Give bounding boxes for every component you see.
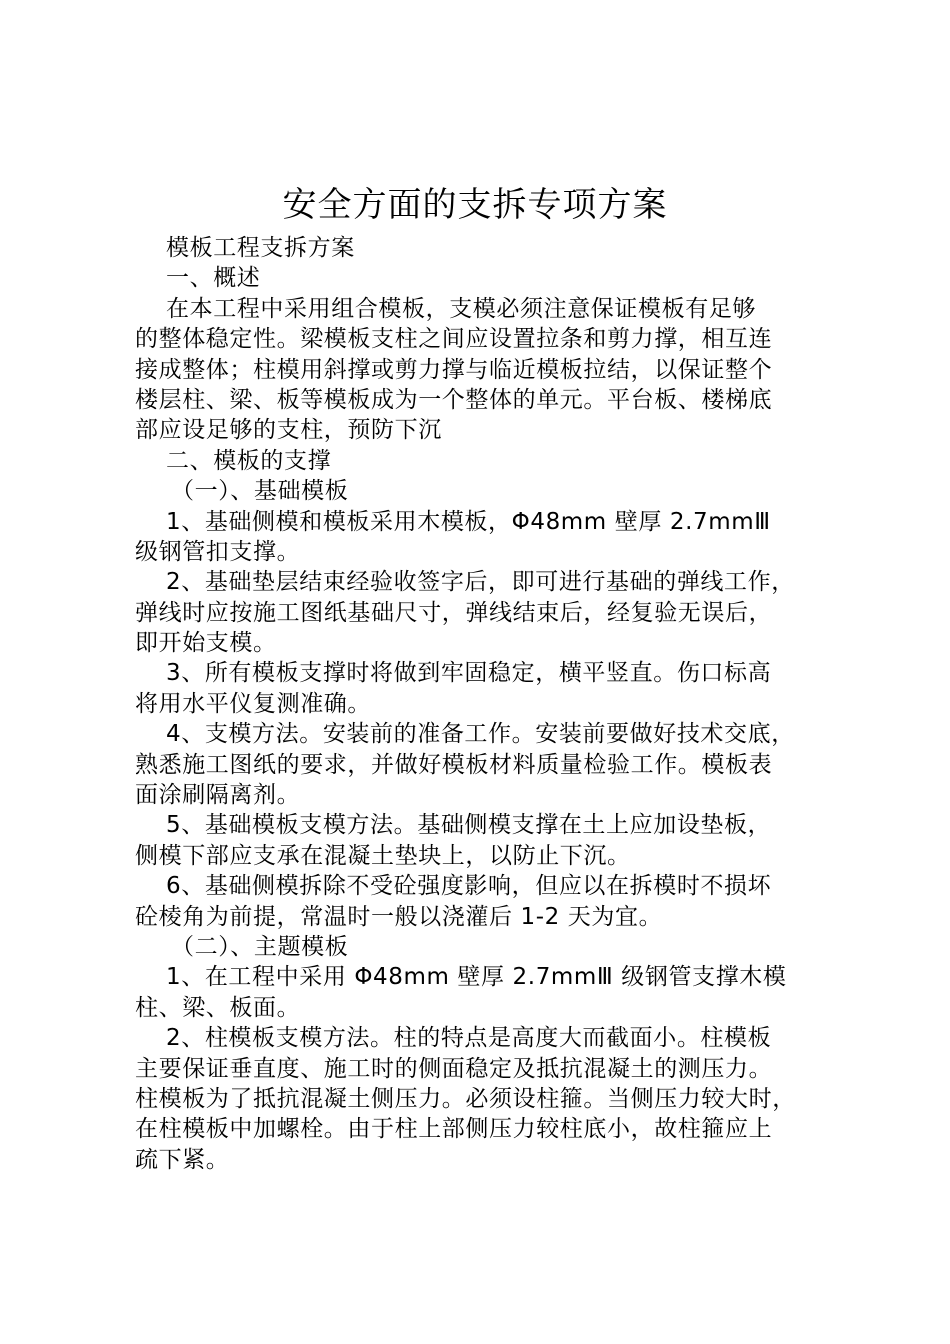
document-title: 安全方面的支拆专项方案: [282, 185, 668, 225]
document-body: [135, 233, 825, 1175]
section-heading: 二、模板的支撑: [166, 447, 332, 474]
paragraph-line: 柱模板为了抵抗混凝土侧压力。必须设柱箍。当侧压力较大时，: [135, 1085, 796, 1112]
paragraph-line: 在柱模板中加螺栓。由于柱上部侧压力较柱底小，故柱箍应上: [135, 1116, 773, 1143]
paragraph-line: 熟悉施工图纸的要求，并做好模板材料质量检验工作。模板表: [135, 751, 773, 778]
paragraph-line: 级钢管扣支撑。: [135, 538, 301, 565]
paragraph-line: 部应设足够的支柱，预防下沉: [135, 417, 442, 444]
paragraph-line: 侧模下部应支承在混凝土垫块上，以防止下沉。: [135, 842, 631, 869]
paragraph-line: 2、柱模板支模方法。柱的特点是高度大而截面小。柱模板: [166, 1025, 772, 1052]
paragraph-line: 6、基础侧模拆除不受砼强度影响，但应以在拆模时不损坏: [166, 873, 772, 900]
paragraph-line: 1、在工程中采用 Φ48mm 壁厚 2.7mmⅢ 级钢管支撑木模: [166, 964, 787, 991]
paragraph-line: 1、基础侧模和模板采用木模板，Φ48mm 壁厚 2.7mmⅢ: [166, 508, 771, 535]
subsection-heading: （一）、基础模板: [171, 478, 349, 505]
paragraph-line: 在本工程中采用组合模板，支模必须注意保证模板有足够: [166, 295, 756, 322]
paragraph-line: 砼棱角为前提，常温时一般以浇灌后 1-2 天为宜。: [135, 903, 663, 930]
paragraph-line: 楼层柱、梁、板等模板成为一个整体的单元。平台板、楼梯底: [135, 386, 773, 413]
section-heading: 一、概述: [166, 265, 261, 292]
paragraph-line: 的整体稳定性。梁模板支柱之间应设置拉条和剪力撑，相互连: [135, 326, 773, 353]
paragraph-line: 面涂刷隔离剂。: [135, 782, 301, 809]
paragraph-line: 将用水平仪复测准确。: [135, 690, 371, 717]
subsection-heading: （二）、主题模板: [171, 933, 349, 960]
paragraph-line: 弹线时应按施工图纸基础尺寸，弹线结束后，经复验无误后，: [135, 599, 773, 626]
paragraph-line: 5、基础模板支模方法。基础侧模支撑在土上应加设垫板，: [166, 812, 772, 839]
paragraph-line: 3、所有模板支撑时将做到牢固稳定，横平竖直。伤口标高: [166, 660, 772, 687]
paragraph-line: 即开始支模。: [135, 630, 277, 657]
section-heading: 模板工程支拆方案: [166, 235, 355, 261]
paragraph-line: 接成整体；柱模用斜撑或剪力撑与临近模板拉结，以保证整个: [135, 356, 773, 383]
paragraph-line: 主要保证垂直度、施工时的侧面稳定及抵抗混凝土的测压力。: [135, 1055, 773, 1082]
paragraph-line: 柱、梁、板面。: [135, 994, 301, 1021]
paragraph-line: 疏下紧。: [135, 1146, 230, 1173]
paragraph-line: 4、支模方法。安装前的准备工作。安装前要做好技术交底，: [166, 721, 795, 748]
paragraph-line: 2、基础垫层结束经验收签字后，即可进行基础的弹线工作，: [166, 569, 795, 596]
